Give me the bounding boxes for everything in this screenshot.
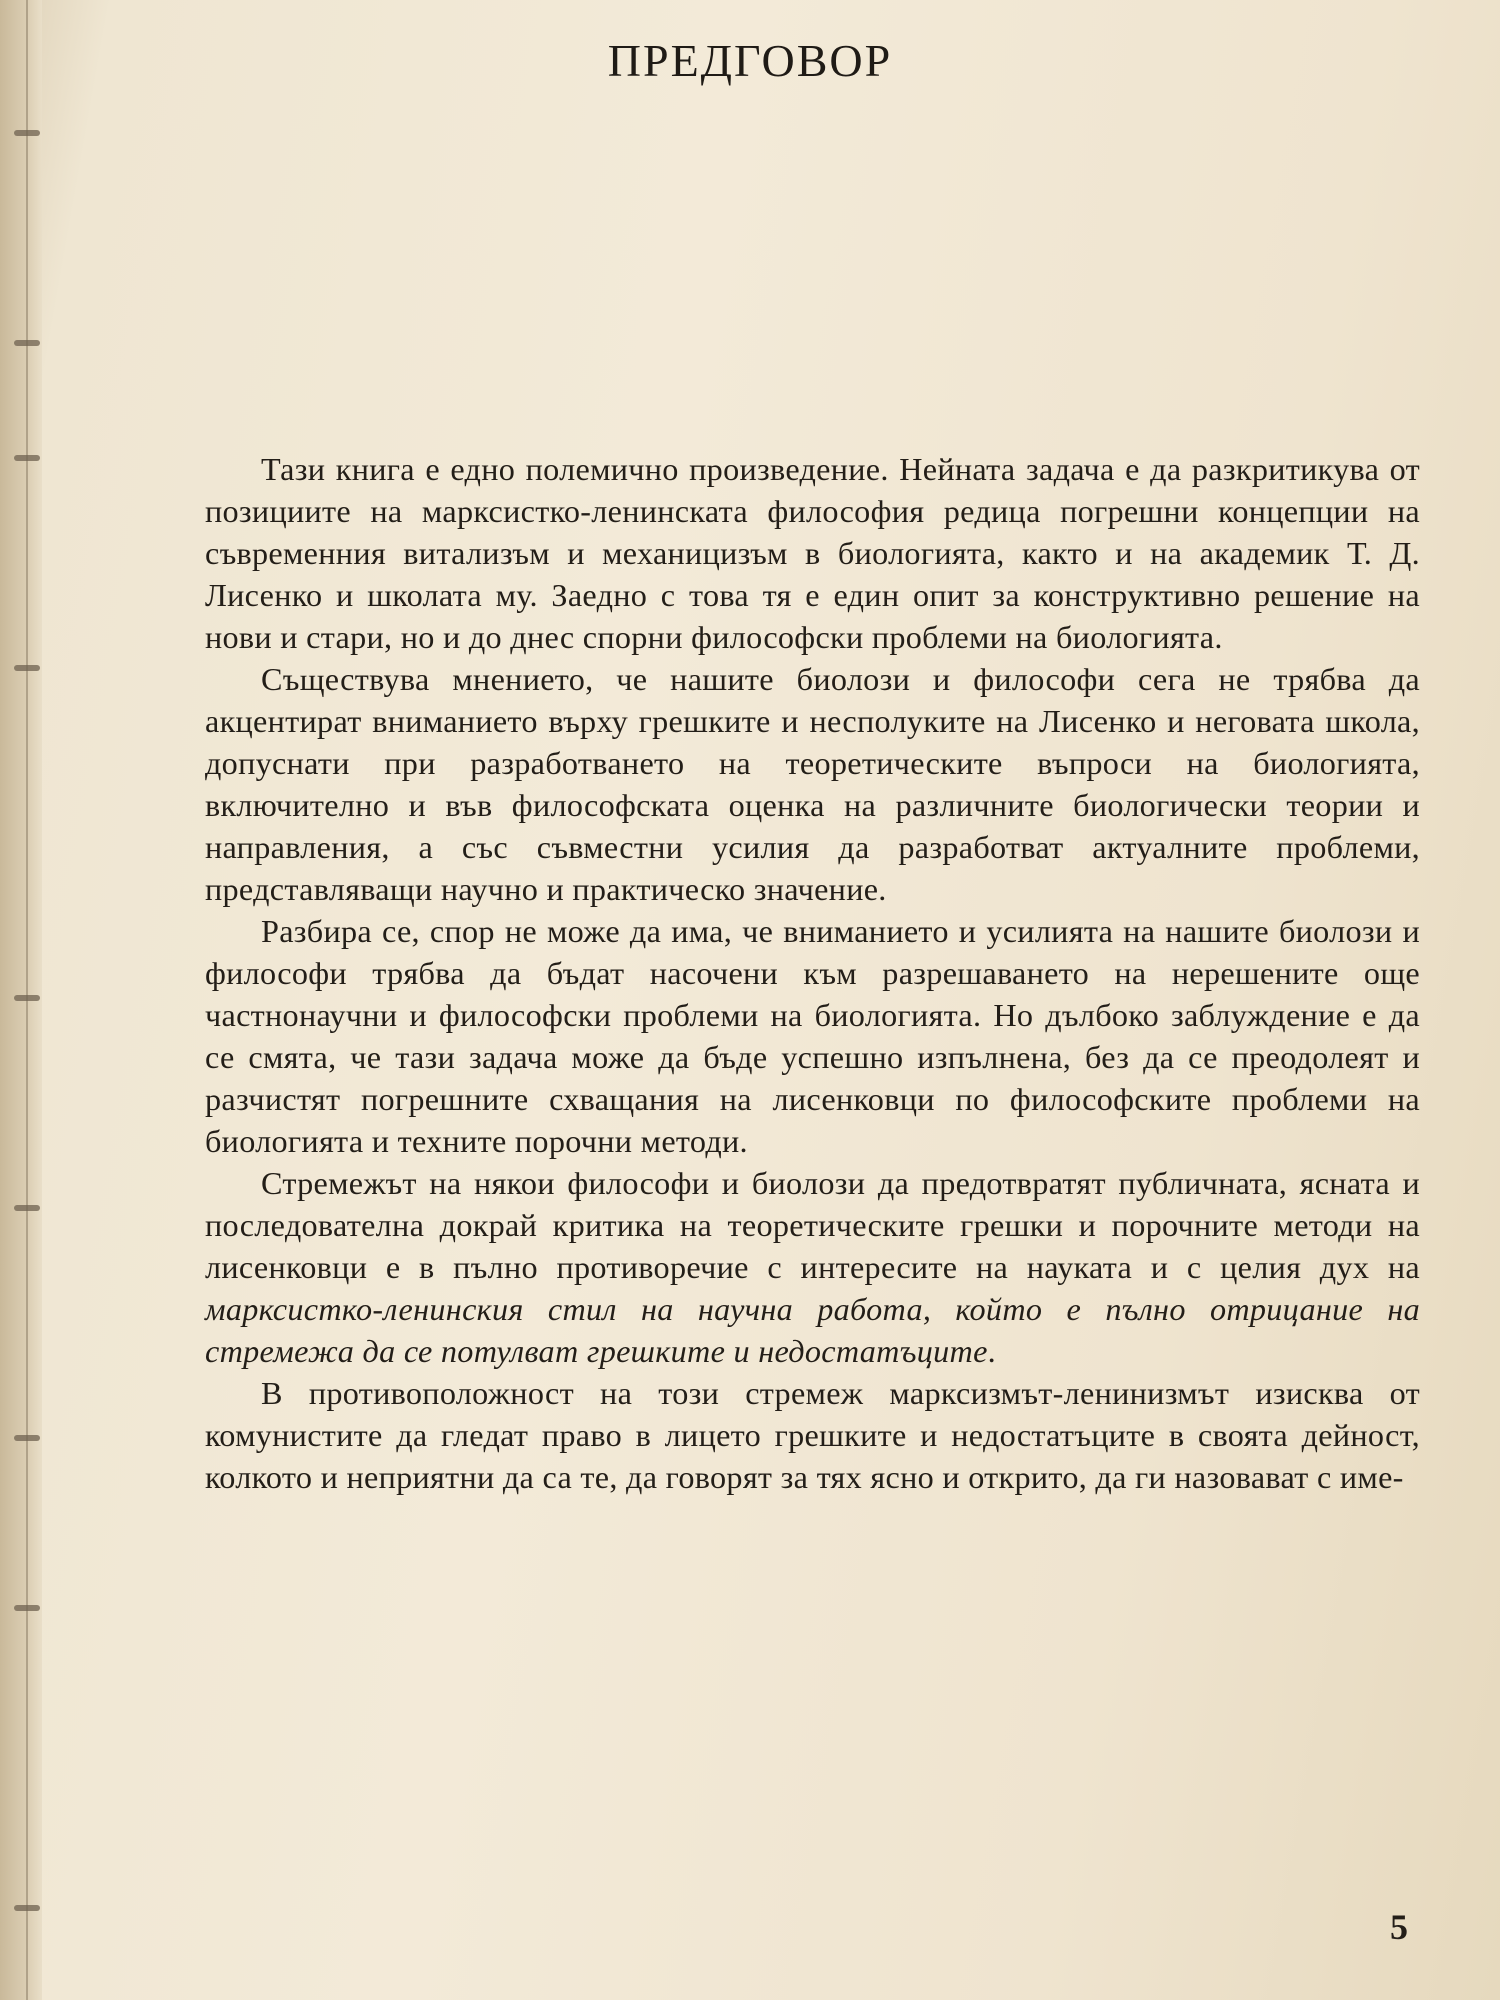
page-number: 5: [1390, 1907, 1408, 1947]
paragraph-1: Тази книга е едно полемично произведение. Нейната задача е да разкритикува от позициите на марксистко-ленинската философия редица погрешни концепции на съвременния витализъм и механицизъм в биологията, както и на академик Т. Д. Лисенко и школата му. Заедно с това тя е един опит за конструктивно решение на нови и стари, но и до днес спорни философски проблеми на биологията.: [205, 451, 1420, 655]
paragraph-5: В противоположност на този стремеж марксизмът-ленинизмът изисква от комунистите да гледат право в лицето грешките и недостатъците в своята дейност, колкото и неприятни да са те, да говорят за тях ясно и открито, да ги назовават с име-: [205, 1375, 1420, 1495]
binding-stitch: [14, 1205, 40, 1211]
binding-stitch: [14, 130, 40, 136]
paragraph-4-italic: марксистко-ленинския стил на научна работа, който е пълно отрицание на стремежа да се потулват грешките и недостатъците: [205, 1291, 1420, 1369]
paragraph-2: Съществува мнението, че нашите биолози и философи сега не трябва да акцентират вниманието върху грешките и несполуките на Лисенко и неговата школа, допуснати при разработването на теоретическите въпроси на биологията, включително и във философската оценка на различните биологически теории и направления, а със съвместни усилия да разработват актуалните проблеми, представляващи научно и практическо значение.: [205, 661, 1420, 907]
paragraph-4: [205, 1162, 1420, 1372]
binding-stitch: [14, 1605, 40, 1611]
paragraph-3: Разбира се, спор не може да има, че вниманието и усилията на нашите биолози и философи трябва да бъдат насочени към разрешаването на нерешените още частнонаучни и философски проблеми на биологията. Но дълбоко заблуждение е да се смята, че тази задача може да бъде успешно изпълнена, без да се преодолеят и разчистят погрешните схващания на лисенковци по философските проблеми на биологията и техните порочни методи.: [205, 913, 1420, 1159]
binding-stitch: [14, 1435, 40, 1441]
binding-stitch: [14, 340, 40, 346]
binding-stitch: [14, 995, 40, 1001]
binding-stitch: [14, 455, 40, 461]
binding-stitch: [14, 665, 40, 671]
binding-stitch: [14, 1905, 40, 1911]
page-title: ПРЕДГОВОР: [607, 35, 893, 86]
paragraph-4-end: .: [987, 1333, 997, 1369]
paragraph-4-text: Стремежът на някои философи и биолози да предотвратят публичната, ясната и последователна докрай критика на теоретическите грешки и порочните методи на лисенковци е в пълно противоречие с интересите на науката и с целия дух на: [205, 1165, 1420, 1285]
body-text: [205, 448, 1420, 1498]
